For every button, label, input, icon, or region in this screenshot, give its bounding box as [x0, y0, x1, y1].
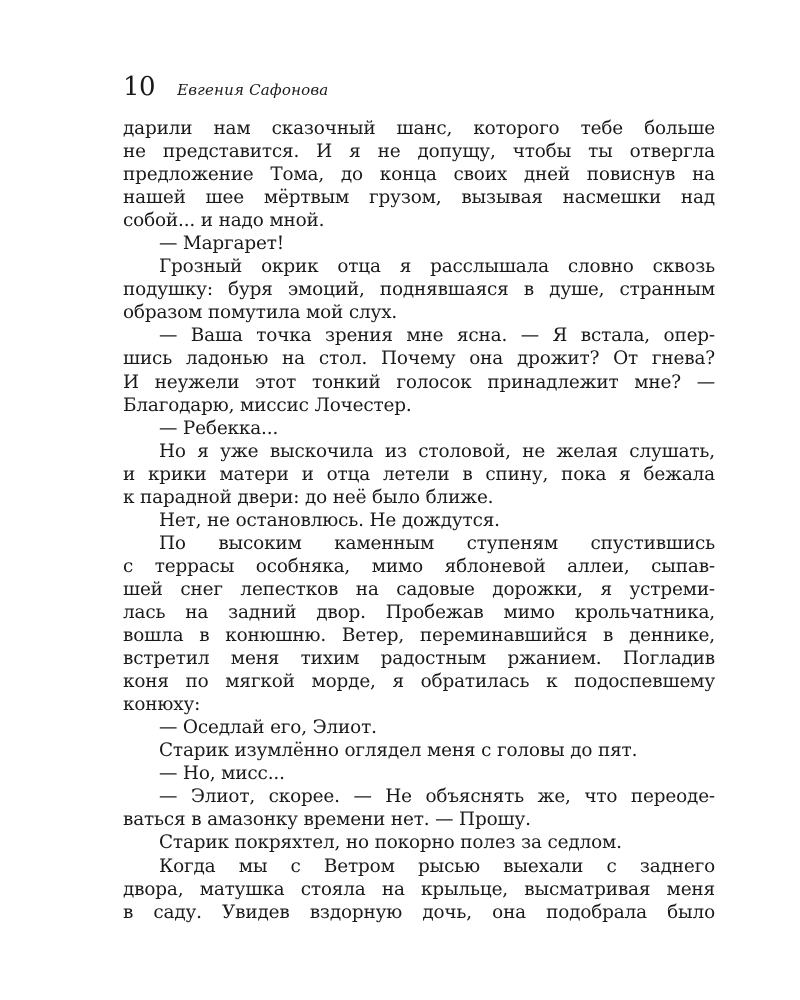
text-line-content: — Но, мисс...	[159, 763, 285, 785]
text-line	[123, 762, 715, 785]
text-line	[123, 140, 715, 163]
text-line-content: предложение Тома, до конца своих дней повиснув на	[123, 164, 715, 186]
text-line-content: Но я уже выскочила из столовой, не желая слушать,	[159, 440, 715, 462]
text-line-content: шись ладонью на стол. Почему она дрожит? От гнева?	[123, 348, 715, 370]
text-line	[123, 509, 715, 532]
text-line-content: ваться в амазонку времени нет. — Прошу.	[123, 809, 531, 831]
text-line	[123, 278, 715, 301]
text-line-content: лась на задний двор. Пробежав мимо крольчатника,	[123, 601, 715, 623]
text-line	[123, 232, 715, 255]
text-line-content: коня по мягкой морде, я обратилась к подоспевшему	[123, 671, 715, 693]
text-line-content: Нет, не остановлюсь. Не дождутся.	[159, 509, 500, 531]
text-line	[123, 394, 715, 417]
text-line-content: Благодарю, миссис Лочестер.	[123, 394, 412, 416]
text-line-content: собой... и надо мной.	[123, 210, 325, 232]
text-line	[123, 347, 715, 370]
text-line-content: не представится. И я не допущу, чтобы ты отвергла	[123, 141, 715, 163]
text-line	[123, 693, 715, 716]
text-line-content: конюху:	[123, 694, 201, 716]
text-line-content: Старик изумлённо оглядел меня с головы до пят.	[159, 740, 638, 762]
text-line-content: вошла в конюшню. Ветер, переминавшийся в деннике,	[123, 625, 715, 647]
text-line	[123, 901, 715, 924]
text-line	[123, 855, 715, 878]
text-line	[123, 785, 715, 808]
text-line-content: в саду. Увидев вздорную дочь, она подобрала было	[123, 901, 715, 923]
text-line	[123, 878, 715, 901]
text-line-content: — Маргарет!	[159, 233, 284, 255]
text-line	[123, 555, 715, 578]
text-line	[123, 209, 715, 232]
text-line-content: Когда мы с Ветром рысью выехали с заднего	[159, 855, 715, 877]
text-line	[123, 601, 715, 624]
text-line	[123, 301, 715, 324]
text-line-content: И неужели этот тонкий голосок принадлежит мне? —	[123, 371, 715, 393]
text-line-content: нашей шее мёртвым грузом, вызывая насмешки над	[123, 187, 715, 209]
text-line	[123, 831, 715, 854]
text-line-content: дарили нам сказочный шанс, которого тебе больше	[123, 118, 715, 139]
text-line-content: — Ваша точка зрения мне ясна. — Я встала, опер-	[159, 325, 715, 347]
text-line	[123, 371, 715, 394]
text-line	[123, 324, 715, 347]
text-line-content: По высоким каменным ступеням спустившись	[159, 532, 715, 554]
text-line	[123, 186, 715, 209]
text-line	[123, 739, 715, 762]
text-line-content: встретил меня тихим радостным ржанием. Погладив	[123, 648, 715, 670]
text-line	[123, 578, 715, 601]
text-line	[123, 532, 715, 555]
text-line	[123, 624, 715, 647]
text-line	[123, 670, 715, 693]
page-header	[123, 72, 328, 102]
text-line-content: подушку: буря эмоций, поднявшаяся в душе, странным	[123, 279, 715, 301]
page-number: 10	[123, 72, 156, 102]
text-line-content: Грозный окрик отца я расслышала словно сквозь	[159, 256, 715, 278]
text-line	[123, 647, 715, 670]
text-line-content: — Оседлай его, Элиот.	[159, 717, 377, 739]
text-line-content: — Элиот, скорее. — Не объяснять же, что переоде-	[159, 786, 715, 808]
text-line	[123, 808, 715, 831]
body-text	[123, 117, 715, 924]
text-line	[123, 417, 715, 440]
text-line	[123, 716, 715, 739]
text-line-content: шей снег лепестков на садовые дорожки, я устреми-	[123, 578, 715, 600]
text-line	[123, 486, 715, 509]
text-line-content: к парадной двери: до неё было ближе.	[123, 486, 494, 508]
text-line-content: Старик покряхтел, но покорно полез за седлом.	[159, 832, 622, 854]
text-line-content: образом помутила мой слух.	[123, 302, 398, 324]
text-line	[123, 255, 715, 278]
text-line	[123, 163, 715, 186]
text-line	[123, 117, 715, 140]
text-line-content: — Ребекка...	[159, 417, 279, 439]
text-line-content: с террасы особняка, мимо яблоневой аллеи, сыпав-	[123, 555, 715, 577]
text-line-content: и крики матери и отца летели в спину, пока я бежала	[123, 463, 715, 485]
text-line-content: двора, матушка стояла на крыльце, высматривая меня	[123, 878, 715, 900]
text-line	[123, 440, 715, 463]
text-line	[123, 463, 715, 486]
running-head-author: Евгения Сафонова	[177, 81, 329, 99]
